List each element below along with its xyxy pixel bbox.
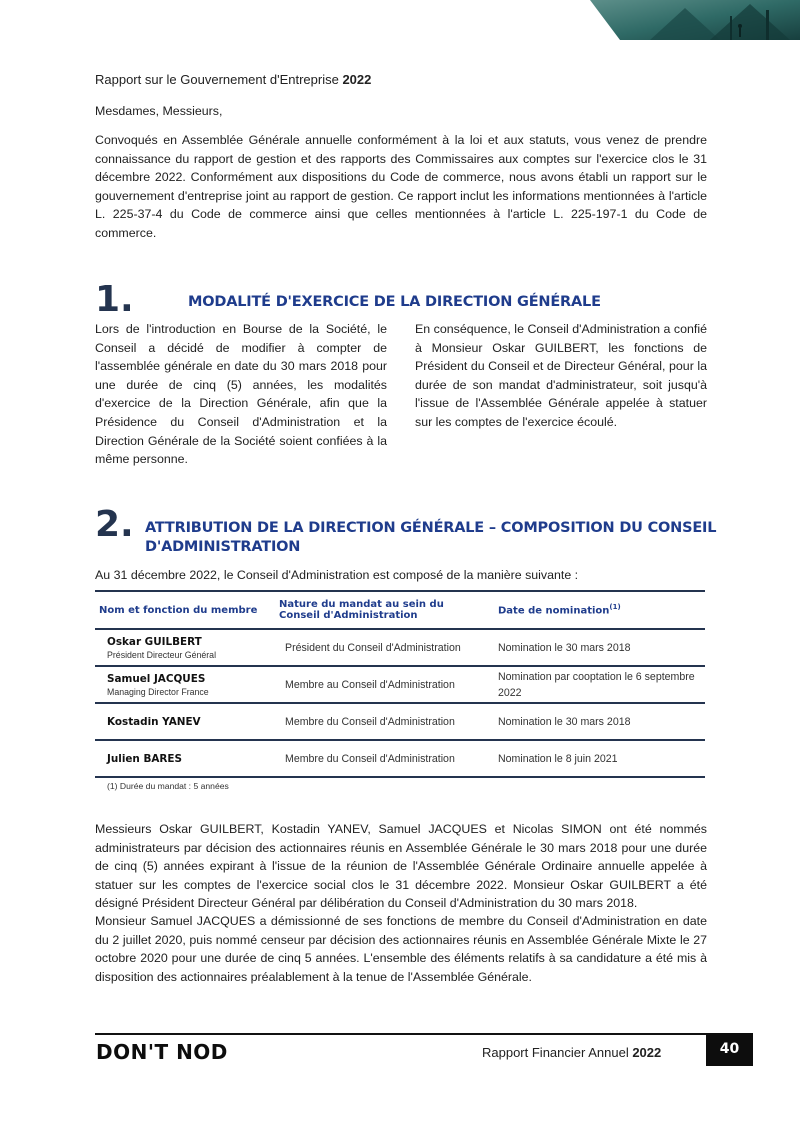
- member-function: Président Directeur Général: [107, 649, 217, 660]
- header-mandate: Nature du mandat au sein du Conseil d'Administration: [279, 599, 444, 621]
- member-name: Oskar GUILBERT: [107, 635, 202, 648]
- header-forest-image: [590, 0, 800, 40]
- member-name: Julien BARES: [107, 752, 182, 765]
- report-header: [95, 72, 371, 87]
- header-date-footnote-ref: (1): [609, 603, 621, 612]
- mandate-cell: Président du Conseil d'Administration: [285, 641, 461, 654]
- footer-report-title: [482, 1045, 661, 1060]
- section-2-title-line-2: D'ADMINISTRATION: [145, 539, 301, 555]
- member-cell: [95, 629, 275, 666]
- mandate-cell: Membre du Conseil d'Administration: [285, 752, 455, 765]
- header-date: [486, 591, 705, 629]
- footer-divider: [95, 1033, 706, 1035]
- mandate-cell: Membre au Conseil d'Administration: [285, 678, 455, 691]
- header-date-label: Date de nomination: [498, 605, 610, 617]
- section-1-title: MODALITÉ D'EXERCICE DE LA DIRECTION GÉNÉRALE: [188, 294, 601, 310]
- report-header-year: 2022: [342, 72, 372, 87]
- table-row: [95, 666, 705, 703]
- salutation: Mesdames, Messieurs,: [95, 104, 223, 118]
- section-2-paragraph-2: Monsieur Samuel JACQUES a démissionné de ses fonctions de membre du Conseil d'Administration en date du 2 juillet 2020, puis nommé censeur par décision des actionnaires réunis en Assemblée Générale Mixte le 27 octobre 2020 pour une durée de cinq 5 années. L'ensemble des éléments relatifs à sa candidature a été mis à disposition des actionnaires préalablement à la tenue de l'Assemblée Générale.: [95, 914, 707, 984]
- member-name: Kostadin YANEV: [107, 715, 201, 728]
- intro-paragraph: Convoqués en Assemblée Générale annuelle conformément à la loi et aux statuts, vous venez de prendre connaissance du rapport de gestion et des rapports des Commissaires aux comptes sur l'exercice clos le 31 décembre 2022. Conformément aux dispositions du Code de commerce, nous avons établi un rapport sur le gouvernement d'entreprise joint au rapport de gestion. Ce rapport inclut les informations mentionnées à l'article L. 225-37-4 du Code de commerce ainsi que celles mentionnées à l'article L. 225-197-1 du Code de commerce.: [95, 133, 707, 240]
- table-header-row: [95, 591, 705, 629]
- section-2-title: [145, 519, 716, 557]
- member-function: Managing Director France: [107, 686, 209, 697]
- table-lead: Au 31 décembre 2022, le Conseil d'Administration est composé de la manière suivante :: [95, 568, 579, 582]
- section-1-right-column: En conséquence, le Conseil d'Administration a confié à Monsieur Oskar GUILBERT, les fonctions de Président du Conseil et de Directeur Général, pour la durée de son mandat d'administrateur, soit jusqu'à l'issue de l'Assemblée Générale appelée à statuer sur les comptes de l'exercice écoulé.: [415, 322, 707, 429]
- table-row: [95, 703, 705, 740]
- date-cell: Nomination le 30 mars 2018: [498, 715, 631, 728]
- header-name: Nom et fonction du membre: [99, 604, 258, 616]
- mandate-cell: Membre du Conseil d'Administration: [285, 715, 455, 728]
- report-header-title: Rapport sur le Gouvernement d'Entreprise: [95, 72, 339, 87]
- table-footnote: (1) Durée du mandat : 5 années: [107, 781, 229, 791]
- section-2-paragraph-1: Messieurs Oskar GUILBERT, Kostadin YANEV, Samuel JACQUES et Nicolas SIMON ont été nommés administrateurs par décision des actionnaires réunis en Assemblée Générale le 30 mars 2018 pour une durée de cinq (5) années expirant à l'issue de la réunion de l'Assemblée Générale Ordinaire annuelle appelée à statuer sur les comptes de l'exercice social clos le 31 décembre 2022. Monsieur Oskar GUILBERT a été désigné Président Directeur Général par délibération du Conseil d'Administration du 30 mars 2018.: [95, 822, 707, 911]
- member-cell: [95, 740, 275, 777]
- date-cell: Nomination par cooptation le 6 septembre 2022: [498, 670, 695, 699]
- section-2-number: 2.: [95, 504, 134, 545]
- section-2-title-line-1: ATTRIBUTION DE LA DIRECTION GÉNÉRALE – COMPOSITION DU CONSEIL: [145, 520, 717, 536]
- date-cell: Nomination le 8 juin 2021: [498, 752, 618, 765]
- section-1-left-column: Lors de l'introduction en Bourse de la Société, le Conseil a décidé de modifier à compter de l'assemblée générale en date du 30 mars 2018 pour une durée de cinq (5) années, les modalités d'exercice de la Direction Générale, afin que la Présidence du Conseil d'Administration et la Direction Générale de la Société soient confiées à la même personne.: [95, 322, 387, 467]
- footer-report-label: Rapport Financier Annuel: [482, 1045, 629, 1060]
- page-number: 40: [706, 1033, 753, 1066]
- member-cell: [95, 703, 275, 740]
- company-logo: DON'T NOD: [96, 1040, 228, 1064]
- member-name: Samuel JACQUES: [107, 672, 206, 685]
- board-composition-table: [95, 590, 705, 778]
- table-row: [95, 629, 705, 666]
- footer-report-year: 2022: [632, 1045, 662, 1060]
- member-cell: [95, 666, 275, 703]
- date-cell: Nomination le 30 mars 2018: [498, 641, 631, 654]
- section-1-number: 1.: [95, 279, 134, 320]
- table-row: [95, 740, 705, 777]
